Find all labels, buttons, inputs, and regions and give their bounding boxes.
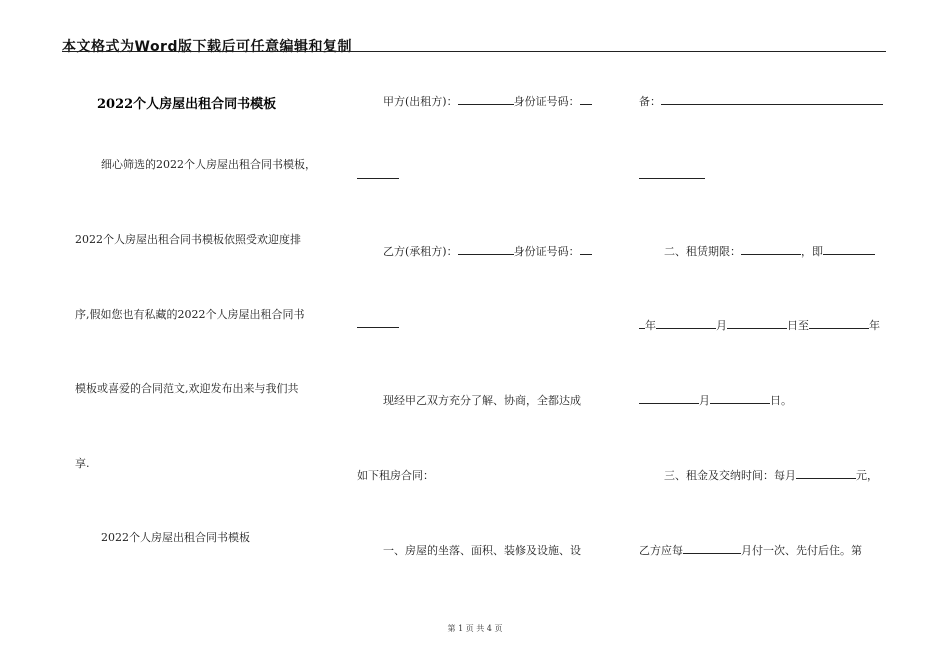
- party-b-line: [383, 243, 592, 259]
- end-year-label: 年: [869, 319, 880, 332]
- section-1-heading: 一、房屋的坐落、面积、装修及设施、设: [383, 544, 581, 557]
- party-a-id-blank: [580, 94, 592, 105]
- end-month-blank: [639, 393, 699, 404]
- party-b-label: 乙方(承租方)：: [383, 245, 458, 258]
- end-day-blank: [710, 393, 770, 404]
- pay-terms: 月付一次、先付后住。第: [741, 544, 862, 557]
- term-dates-line: [639, 317, 880, 333]
- agreement-line-1: 现经甲乙双方充分了解、协商，全都达成: [383, 394, 581, 407]
- intro-line-2: 2022个人房屋出租合同书模板依照受欢迎度排: [75, 233, 301, 246]
- remark-line: [639, 93, 883, 109]
- party-a-label: 甲方(出租方)：: [383, 95, 458, 108]
- remark-blank: [661, 94, 883, 105]
- agreement-line-2: 如下租房合同：: [357, 469, 434, 482]
- party-b-blank: [458, 244, 514, 255]
- remark-blank-cont: [639, 168, 705, 182]
- party-b-id-label: 身份证号码：: [513, 245, 580, 258]
- term-label: 二、租赁期限：: [664, 245, 741, 258]
- banner-rule: [62, 51, 886, 52]
- remark-label: 备：: [639, 95, 661, 108]
- end-day-label: 日。: [770, 394, 792, 407]
- party-b-id-blank: [580, 244, 592, 255]
- intro-line-4: 模板或喜爱的合同范文,欢迎发布出来与我们共: [75, 382, 299, 395]
- term-start-blank: [823, 244, 875, 255]
- day-blank: [727, 318, 787, 329]
- intro-line-1: 细心筛选的2022个人房屋出租合同书模板，: [101, 158, 316, 171]
- pay-every-label: 乙方应每: [639, 544, 683, 557]
- document-title: 2022个人房屋出租合同书模板: [97, 97, 277, 112]
- party-a-line: [383, 93, 592, 109]
- intro-line-3: 序,假如您也有私藏的2022个人房屋出租合同书: [75, 308, 305, 321]
- pay-interval-blank: [683, 543, 741, 554]
- template-subtitle: 2022个人房屋出租合同书模板: [101, 531, 250, 544]
- page-footer: 第 1 页 共 4 页: [447, 624, 503, 633]
- day-to-label: 日至: [787, 319, 809, 332]
- rent-line-2: [639, 542, 862, 558]
- rent-label: 三、租金及交纳时间：每月: [664, 469, 796, 482]
- rent-line-1: [664, 467, 878, 483]
- end-year-blank: [809, 318, 869, 329]
- party-a-id-label: 身份证号码：: [513, 95, 580, 108]
- rent-unit: 元，: [856, 469, 878, 482]
- party-a-blank: [458, 94, 514, 105]
- banner-title: 本文格式为Word版下载后可任意编辑和复制: [62, 39, 352, 55]
- term-line: [664, 243, 875, 259]
- term-end-line: [639, 392, 792, 408]
- party-b-id-blank-cont: [357, 317, 399, 331]
- year-label: 年: [645, 319, 656, 332]
- end-month-label: 月: [699, 394, 710, 407]
- rent-amount-blank: [796, 468, 856, 479]
- term-blank: [741, 244, 801, 255]
- month-label: 月: [716, 319, 727, 332]
- intro-line-5: 享.: [75, 457, 90, 470]
- term-ji: ，即: [801, 245, 823, 258]
- party-a-id-blank-cont: [357, 168, 399, 182]
- month-blank: [656, 318, 716, 329]
